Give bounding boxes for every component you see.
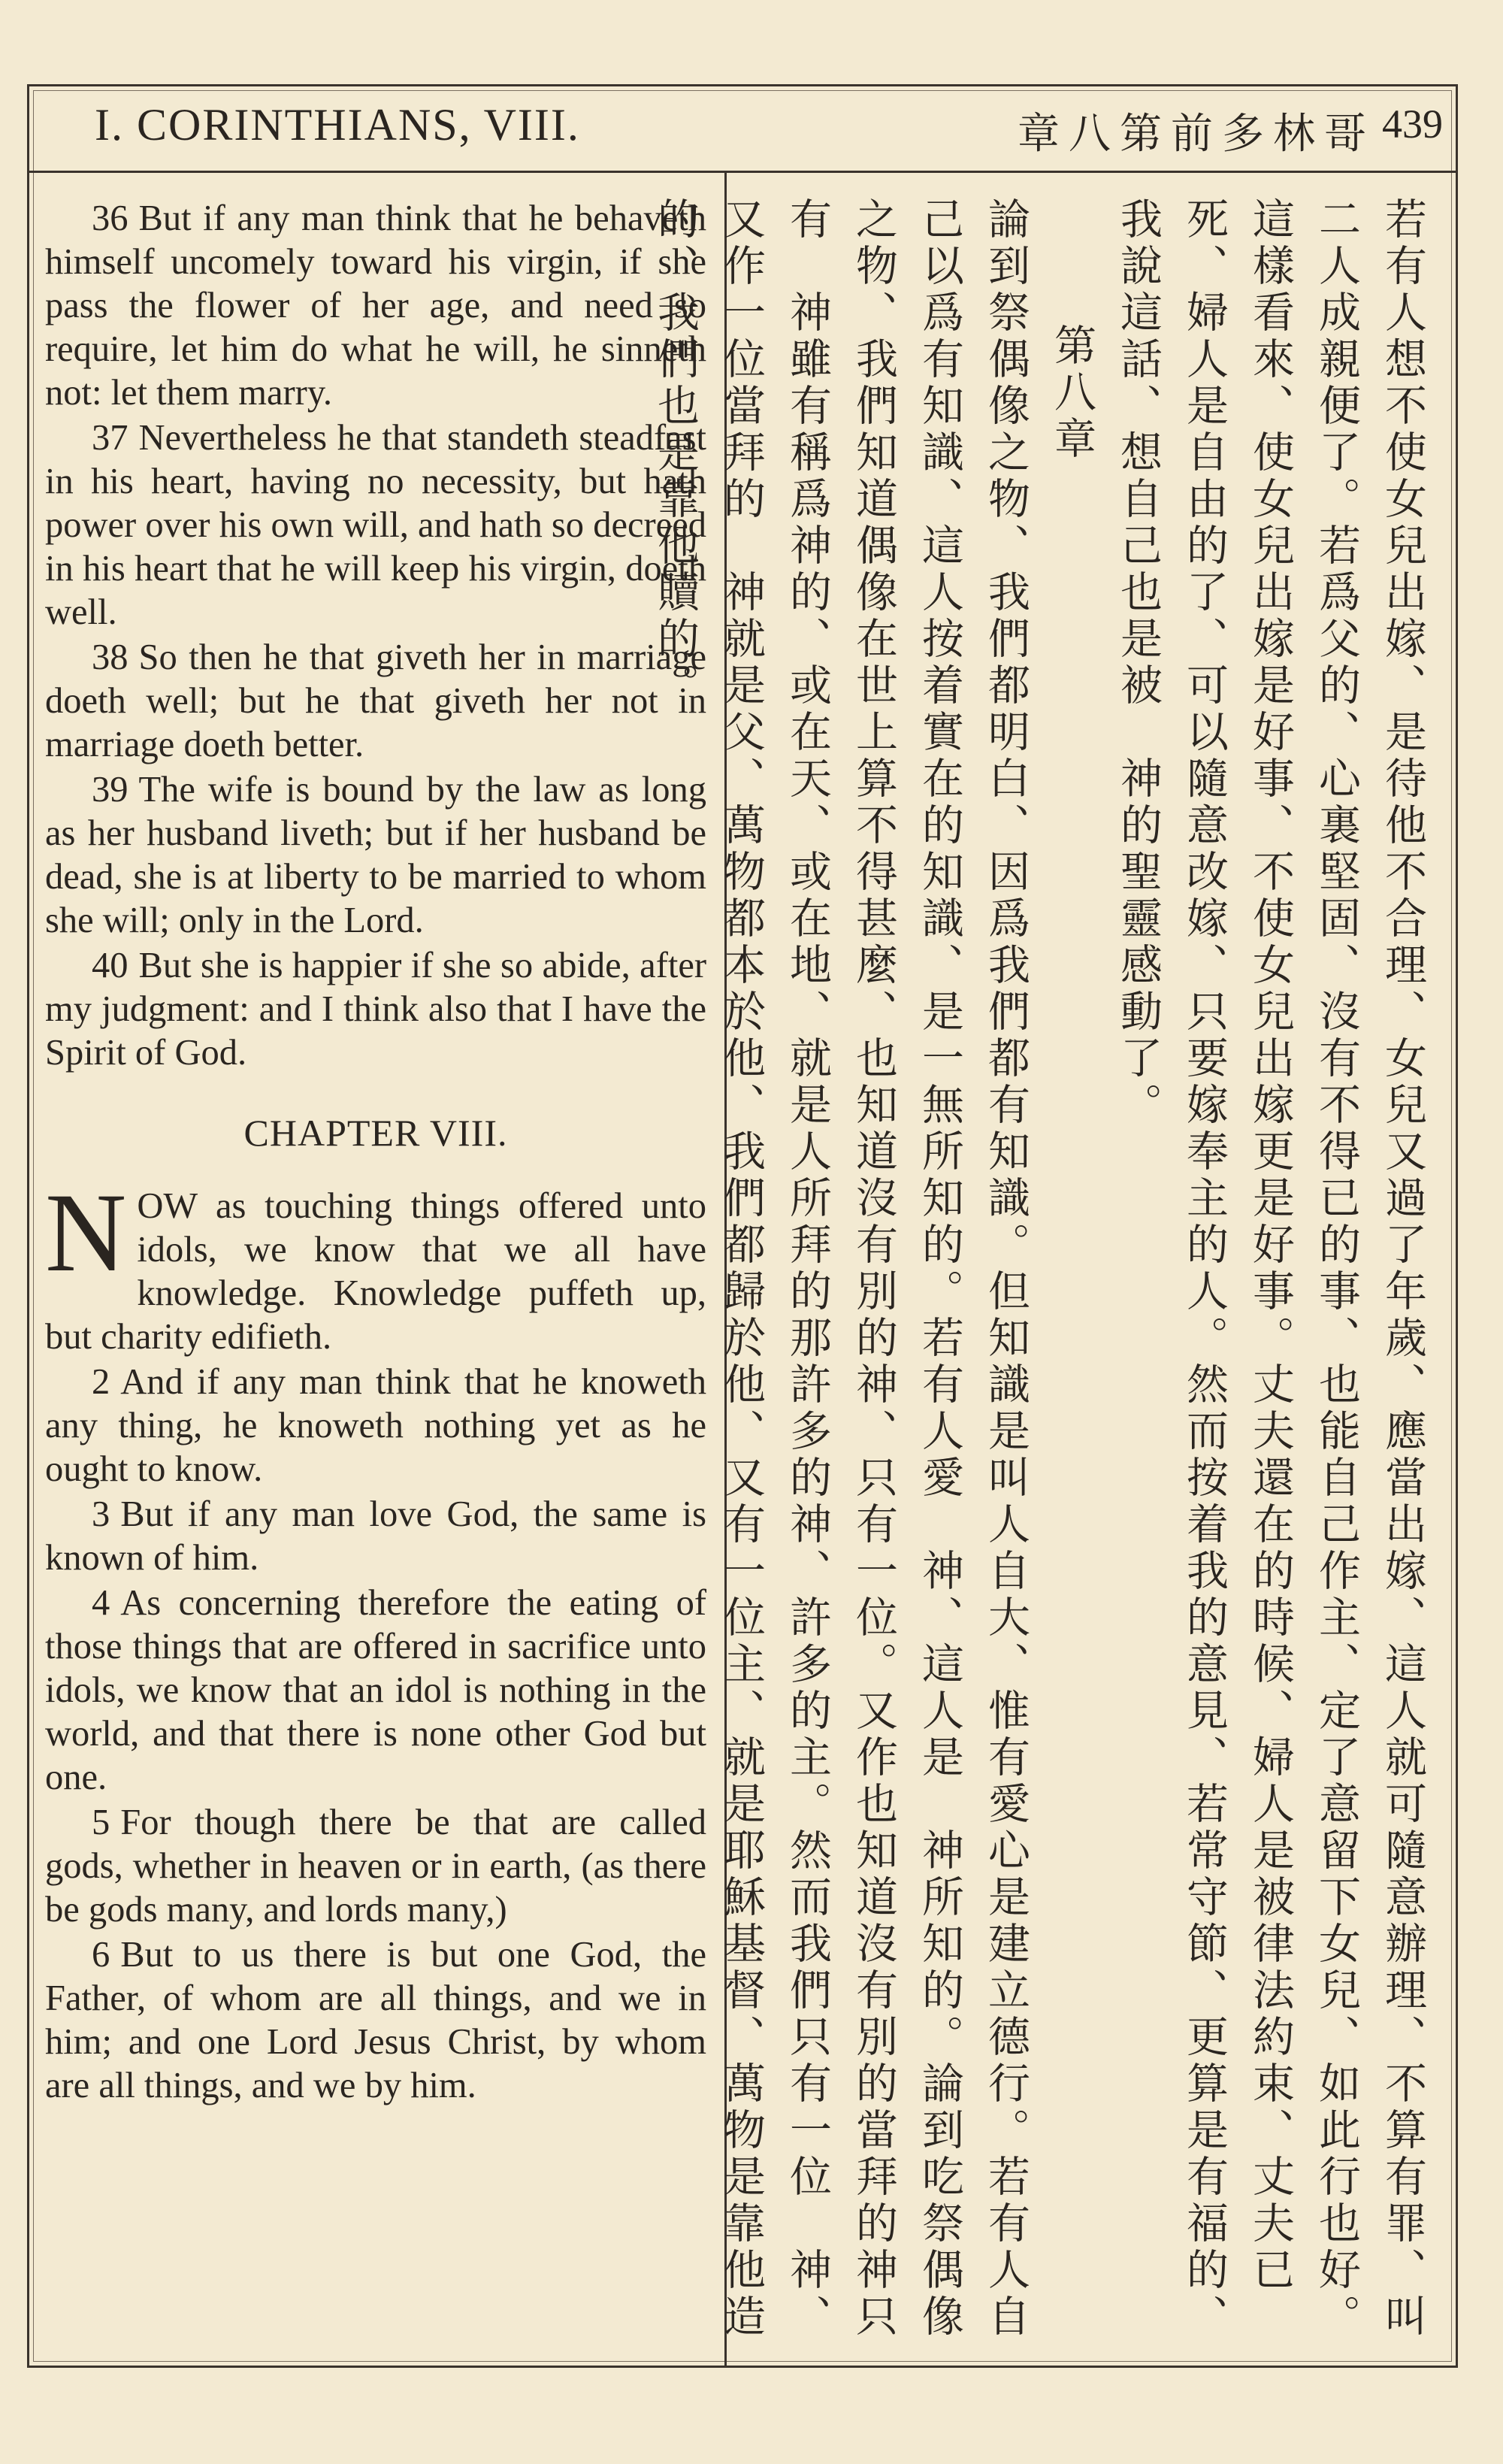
verse-7-39 xyxy=(45,768,706,943)
verse-text: But if any man think that he behaveth himself uncomely toward his virgin, if she pass the flower of her age, and need so require, let him do what he will, he sinneth not: let them marry. xyxy=(45,198,706,413)
chapter-title: CHAPTER VIII. xyxy=(243,1112,508,1154)
verse-8-1 xyxy=(45,1170,706,1359)
verse-text: For though there be that are called gods, whether in heaven or in earth, (as there be gods many, and lords many,) xyxy=(45,1803,706,1930)
verse-7-38 xyxy=(45,636,706,767)
verse-text: So then he that giveth her in marriage doeth well; but he that giveth her not in marriage doeth better. xyxy=(45,637,706,764)
verse-number: 5 xyxy=(92,1803,110,1842)
verse-text: OW as touching things offered unto idols, we know that we all have knowledge. Knowledge puffeth up, but charity edifieth. xyxy=(45,1186,706,1357)
verse-text: But to us there is but one God, the Father, of whom are all things, and we in him; and one Lord Jesus Christ, by whom are all things, and we by him. xyxy=(45,1935,706,2105)
verse-text: And if any man think that he knoweth any thing, he knoweth nothing yet as he ought to know. xyxy=(45,1362,706,1489)
verse-8-4 xyxy=(45,1582,706,1800)
verse-number: 38 xyxy=(92,637,129,677)
english-column xyxy=(45,197,706,2109)
verse-text: But she is happier if she so abide, after my judgment: and I think also that I have the Spirit of God. xyxy=(45,946,706,1073)
verse-text: Nevertheless he that standeth steadfast in his heart, having no necessity, but hath power over his own will, and hath so decreed in his heart that he will keep his virgin, doeth well. xyxy=(45,418,706,632)
verse-number: 39 xyxy=(92,770,129,810)
verse-text: The wife is bound by the law as long as her husband liveth; but if her husband be dead, she is at liberty to be married to whom she will; only in the Lord. xyxy=(45,770,706,940)
verse-number: 37 xyxy=(92,418,129,458)
verse-number: 3 xyxy=(92,1494,110,1534)
page-number: 439 xyxy=(1382,101,1443,147)
verse-7-37 xyxy=(45,416,706,634)
chinese-chapter-heading: 第八章 xyxy=(1048,323,1096,463)
verse-7-36 xyxy=(45,197,706,415)
verse-text: But if any man love God, the same is known of him. xyxy=(45,1494,706,1578)
chinese-chapter-7-text: 若有人想不使女兒出嫁、是待他不合理、女兒又過了年歲、應當出嫁、這人就可隨意辦理、不算有罪、叫二人成親便了。若爲父的、心裏堅固、沒有不得已的事、也能自己作主、定了意留下女兒、如此行也好。這樣看來、使女兒出嫁是好事、不使女兒出嫁更是好事。丈夫還在的時候、婦人是被律法約束、丈夫已死、婦人是自由的了、可以隨意改嫁、只要嫁奉主的人。然而按着我的意見、若常守節、更算是有福的、我說這話、想自己也是被 神的聖靈感動了。 xyxy=(1114,197,1427,2341)
verse-number: 6 xyxy=(92,1935,110,1975)
verse-8-6 xyxy=(45,1933,706,2108)
verse-number: 4 xyxy=(92,1583,110,1623)
header-book-title-english: I. CORINTHIANS, VIII. xyxy=(95,100,580,150)
header-book-title-chinese: 章八第前多林哥 xyxy=(1018,110,1375,159)
chinese-chapter-8-text: 論到祭偶像之物、我們都明白、因爲我們都有知識。但知識是叫人自大、惟有愛心是建立德行。若有人自己以爲有知識、這人按着實在的知識、是一無所知的。若有人愛 神、這人是 神所知的。論到吃祭偶像之物、我們知道偶像在世上算不得甚麼、也知道沒有別的神、只有一位。又作也知道沒有別的當拜的神只有 神雖有稱爲神的、或在天、或在地、就是人所拜的那許多的神、許多的主。然而我們只有一位 神、又作一位當拜的 神就是父、萬物都本於他、我們都歸於他、又有一位主、就是耶穌基督、萬物是靠他造的、我們也是靠他贖的。 xyxy=(651,197,1030,2341)
verse-number: 36 xyxy=(92,198,129,238)
verse-number: 2 xyxy=(92,1362,110,1402)
running-header xyxy=(27,84,1458,173)
verse-text: As concerning therefore the eating of those things that are offered in sacrifice unto idols, we know that an idol is nothing in the world, and that there is none other God but one. xyxy=(45,1583,706,1797)
drop-cap: N xyxy=(45,1170,127,1295)
verse-8-3 xyxy=(45,1493,706,1580)
chinese-column xyxy=(651,197,1435,2347)
verse-8-2 xyxy=(45,1361,706,1491)
verse-number: 40 xyxy=(92,946,129,985)
verse-7-40 xyxy=(45,944,706,1075)
verse-8-5 xyxy=(45,1801,706,1932)
